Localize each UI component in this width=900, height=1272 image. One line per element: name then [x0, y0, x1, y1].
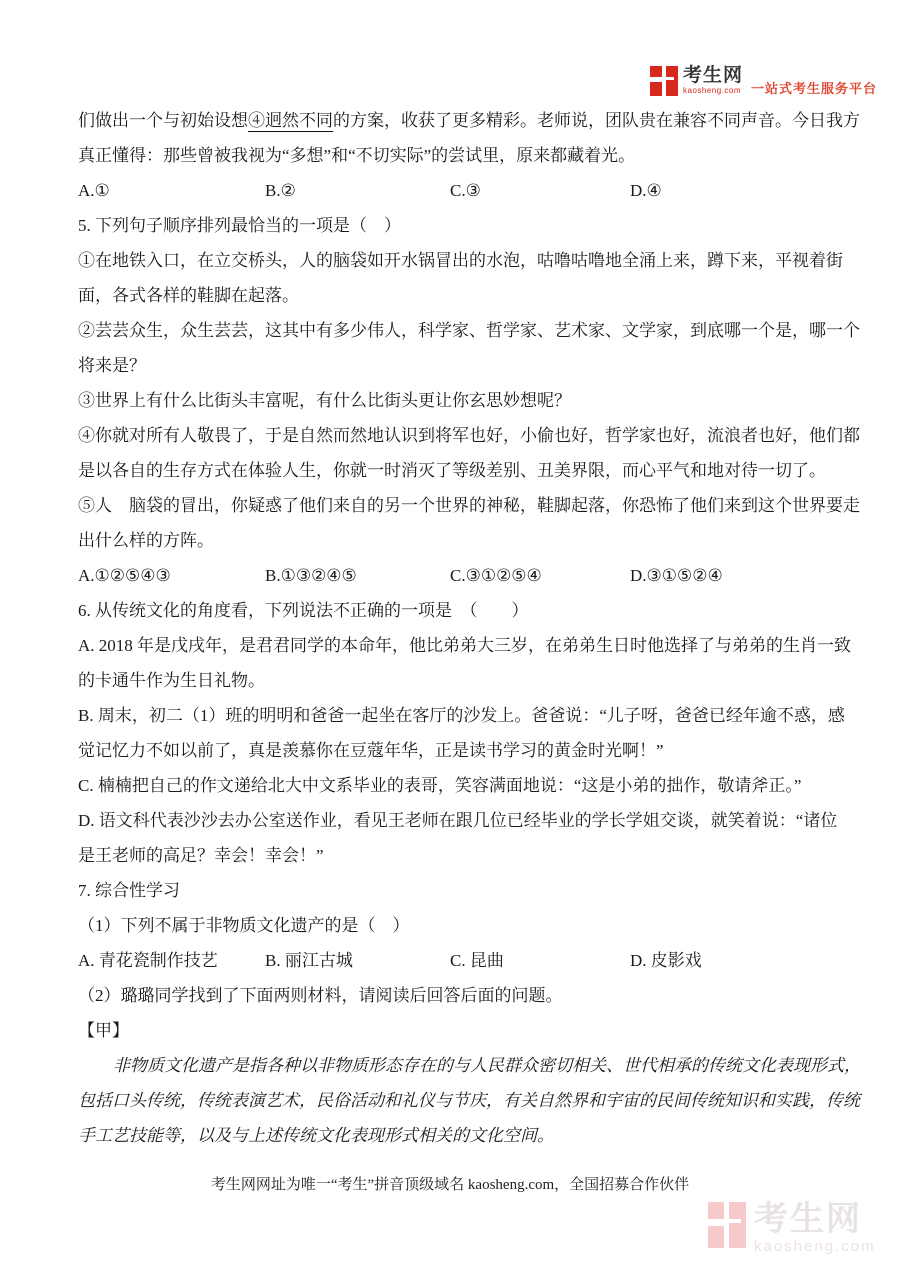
q7-options-row	[78, 943, 840, 978]
q6-option-b-line-2: 觉记忆力不如以前了，真是羡慕你在豆蔻年华，正是读书学习的黄金时光啊！”	[78, 741, 664, 760]
q6-option-b-line-1: B. 周末，初二（1）班的明明和爸爸一起坐在客厅的沙发上。爸爸说：“儿子呀，爸爸已经年逾不惑，感	[78, 706, 845, 725]
q5-sentence-1-line-1: ①在地铁入口，在立交桥头，人的脑袋如开水锅冒出的水泡，咕噜咕噜地全涌上来，蹲下来，平视着街	[78, 251, 843, 270]
q7-option-a: A. 青花瓷制作技艺	[78, 951, 218, 970]
kaosheng-watermark	[708, 1202, 876, 1254]
q5-option-a: A.①②⑤④③	[78, 566, 171, 585]
q6-option-a-line-2: 的卡通牛作为生日礼物。	[78, 671, 265, 690]
q7-sub2-stem: （2）璐璐同学找到了下面两则材料，请阅读后回答后面的问题。	[78, 986, 563, 1005]
q4-option-c: C.③	[450, 181, 481, 200]
material-jia-label: 【甲】	[78, 1021, 129, 1040]
q5-option-b: B.①③②④⑤	[265, 566, 357, 585]
q5-sentence-1-line-2: 面，各式各样的鞋脚在起落。	[78, 286, 299, 305]
q7-title: 7. 综合性学习	[78, 881, 180, 900]
q7-option-d: D. 皮影戏	[630, 951, 702, 970]
material-jia-line-1: 非物质文化遗产是指各种以非物质形态存在的与人民群众密切相关、世代相承的传统文化表现形式，	[113, 1056, 861, 1075]
q5-sentence-3: ③世界上有什么比街头丰富呢，有什么比街头更让你玄思妙想呢？	[78, 391, 571, 410]
footer-note: 考生网网址为唯一“考生”拼音顶级域名 kaosheng.com，全国招募合作伙伴	[210, 1177, 690, 1193]
q5-options-row	[78, 558, 840, 593]
logo-tagline: 一站式考生服务平台	[751, 81, 878, 96]
q4-option-b: B.②	[265, 181, 296, 200]
q4-paragraph-line-2: 真正懂得：那些曾被我视为“多想”和“不切实际”的尝试里，原来都藏着光。	[78, 146, 636, 165]
document-body	[78, 103, 861, 1153]
q5-sentence-2-line-1: ②芸芸众生，众生芸芸，这其中有多少伟人，科学家、哲学家、艺术家、文学家，到底哪一个是，哪一个	[78, 321, 860, 340]
q6-option-c: C. 楠楠把自己的作文递给北大中文系毕业的表哥，笑容满面地说：“这是小弟的拙作，敬请斧正。”	[78, 776, 802, 795]
kaosheng-logo	[650, 66, 877, 97]
q5-sentence-2-line-2: 将来是？	[78, 356, 146, 375]
q6-stem: 6. 从传统文化的角度看，下列说法不正确的一项是 （ ）	[78, 601, 529, 620]
q4-options-row	[78, 173, 840, 208]
q7-sub1-stem: （1）下列不属于非物质文化遗产的是（ ）	[78, 916, 410, 935]
kaosheng-watermark-icon	[708, 1202, 746, 1248]
q5-sentence-5-line-1: ⑤人 脑袋的冒出，你疑惑了他们来自的另一个世界的神秘，鞋脚起落，你恐怖了他们来到这个世界要走	[78, 496, 860, 515]
q5-stem: 5. 下列句子顺序排列最恰当的一项是（ ）	[78, 216, 401, 235]
q5-option-c: C.③①②⑤④	[450, 566, 542, 585]
material-jia-line-2: 包括口头传统，传统表演艺术，民俗活动和礼仪与节庆，有关自然界和宇宙的民间传统知识和实践，传统	[78, 1091, 860, 1110]
watermark-domain-text: kaosheng.com	[754, 1238, 876, 1255]
q5-sentence-4-line-1: ④你就对所有人敬畏了，于是自然而然地认识到将军也好，小偷也好，哲学家也好，流浪者也好，他们都	[78, 426, 860, 445]
q4-option-a: A.①	[78, 181, 110, 200]
q7-option-b: B. 丽江古城	[265, 951, 353, 970]
q6-option-d-line-1: D. 语文科代表沙沙去办公室送作业，看见王老师在跟几位已经毕业的学长学姐交谈，就笑着说：“诸位	[78, 811, 838, 830]
logo-brand-text: 考生网	[683, 65, 744, 86]
kaosheng-logo-icon	[650, 66, 678, 96]
q7-option-c: C. 昆曲	[450, 951, 504, 970]
underlined-phrase: ④迥然不同	[248, 111, 333, 130]
logo-domain-text: kaosheng.com	[683, 86, 742, 95]
material-jia-line-3: 手工艺技能等，以及与上述传统文化表现形式相关的文化空间。	[78, 1126, 554, 1145]
q5-sentence-5-line-2: 出什么样的方阵。	[78, 531, 214, 550]
q6-option-a-line-1: A. 2018 年是戊戌年，是君君同学的本命年，他比弟弟大三岁，在弟弟生日时他选择了与弟弟的生肖一致	[78, 636, 852, 655]
q4-paragraph-line-1: 们做出一个与初始设想④迥然不同的方案，收获了更多精彩。老师说，团队贵在兼容不同声音。今日我方	[78, 111, 860, 130]
q4-option-d: D.④	[630, 181, 662, 200]
q5-option-d: D.③①⑤②④	[630, 566, 723, 585]
watermark-brand-text: 考生网	[754, 1200, 862, 1238]
q5-sentence-4-line-2: 是以各自的生存方式在体验人生，你就一时消灭了等级差别、丑美界限，而心平气和地对待一切了。	[78, 461, 826, 480]
q6-option-d-line-2: 是王老师的高足？幸会！幸会！”	[78, 846, 324, 865]
